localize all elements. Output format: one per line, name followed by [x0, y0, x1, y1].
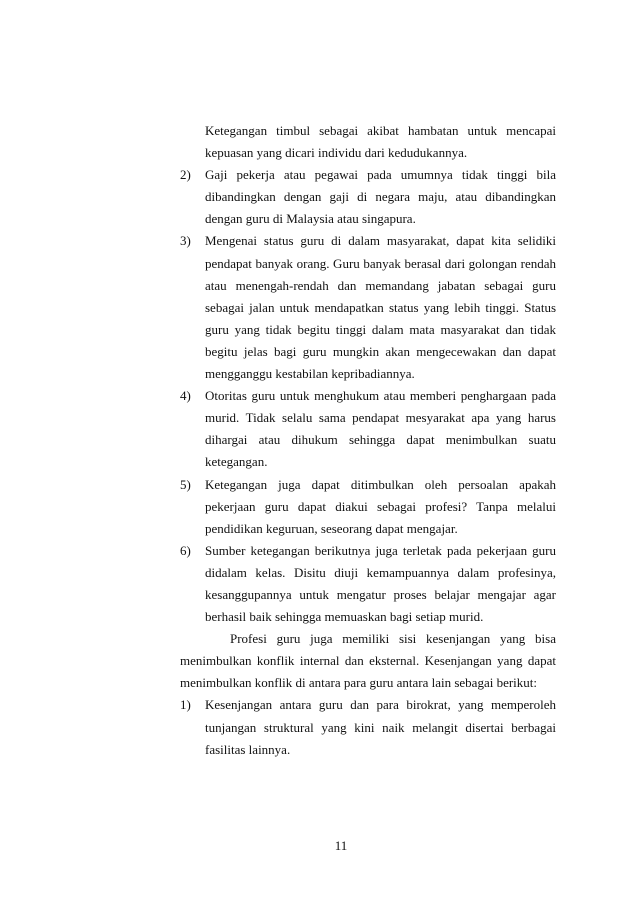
line-text: menimbulkan konflik internal dan eksternal. Kesenjangan yang dapat	[180, 653, 556, 669]
list-item-3	[180, 230, 556, 252]
line-text: Sumber ketegangan berikutnya juga terletak pada pekerjaan guru	[205, 542, 556, 558]
list-number: 4)	[180, 388, 191, 404]
line-text: dihargai atau dihukum sehingga dapat menimbulkan suatu	[205, 432, 556, 448]
text-line	[180, 208, 556, 230]
line-text: tunjangan struktural yang kini naik melangit disertai berbagai	[205, 719, 556, 735]
line-text: kepuasan yang dicari individu dari kedudukannya.	[205, 145, 468, 161]
line-text: mengganggu kestabilan kepribadiannya.	[205, 366, 415, 382]
text-line	[180, 672, 556, 694]
text-line	[180, 496, 556, 518]
text-line	[180, 606, 556, 628]
text-line	[180, 363, 556, 385]
text-line	[180, 739, 556, 761]
text-line	[180, 407, 556, 429]
list-item-5	[180, 474, 556, 496]
text-line	[180, 275, 556, 297]
line-text: guru yang tidak begitu tinggi dalam mata masyarakat dan tidak	[205, 321, 556, 337]
line-text: begitu jelas bagi guru mungkin akan mengecewakan dan dapat	[205, 343, 556, 359]
line-text: pendapat banyak orang. Guru banyak berasal dari golongan rendah	[205, 255, 556, 271]
line-text: didalam kelas. Disitu diuji kemampuannya dalam profesinya,	[205, 564, 556, 580]
line-text: kesanggupannya untuk mengatur proses belajar mengajar agar	[205, 586, 556, 602]
text-line	[180, 451, 556, 473]
list-number: 2)	[180, 167, 191, 183]
line-text: berhasil baik sehingga memuaskan bagi setiap murid.	[205, 609, 484, 625]
text-line	[180, 253, 556, 275]
line-text: pekerjaan guru dapat diakui sebagai profesi? Tanpa melalui	[205, 498, 556, 514]
line-text: Otoritas guru untuk menghukum atau memberi penghargaan pada	[205, 388, 556, 404]
line-text: ketegangan.	[205, 454, 268, 470]
list-number: 3)	[180, 233, 191, 249]
text-line	[180, 120, 556, 142]
list-item-4	[180, 385, 556, 407]
paragraph-first-line	[180, 628, 556, 650]
list-number: 5)	[180, 476, 191, 492]
line-text: pendidikan keguruan, seseorang dapat mengajar.	[205, 520, 458, 536]
line-text: fasilitas lainnya.	[205, 741, 291, 757]
list-number: 6)	[180, 542, 191, 558]
text-line	[180, 429, 556, 451]
line-text: Profesi guru juga memiliki sisi kesenjangan yang bisa	[230, 631, 556, 647]
line-text: dibandingkan dengan gaji di negara maju, atau dibandingkan	[205, 189, 556, 205]
text-line	[180, 341, 556, 363]
line-text: atau menengah-rendah dan memandang jabatan sebagai guru	[205, 277, 556, 293]
text-line	[180, 562, 556, 584]
page-number: 11	[334, 838, 348, 853]
text-line	[180, 319, 556, 341]
list-item-2	[180, 164, 556, 186]
text-line	[180, 518, 556, 540]
list-item-1	[180, 694, 556, 716]
line-text: Kesenjangan antara guru dan para birokrat, yang memperoleh	[205, 697, 556, 713]
line-text: Gaji pekerja atau pegawai pada umumnya tidak tinggi bila	[205, 167, 556, 183]
text-line	[180, 297, 556, 319]
text-line	[180, 650, 556, 672]
line-text: Ketegangan juga dapat ditimbulkan oleh persoalan apakah	[205, 476, 556, 492]
line-text: dengan guru di Malaysia atau singapura.	[205, 211, 416, 227]
line-text: sebagai jalan untuk mendapatkan status yang lebih tinggi. Status	[205, 299, 556, 315]
text-line	[180, 584, 556, 606]
text-line	[180, 186, 556, 208]
line-text: Ketegangan timbul sebagai akibat hambatan untuk mencapai	[205, 123, 556, 138]
line-text: menimbulkan konflik di antara para guru antara lain sebagai berikut:	[180, 675, 538, 691]
body-text	[180, 120, 556, 761]
text-line	[180, 717, 556, 739]
list-item-6	[180, 540, 556, 562]
line-text: murid. Tidak selalu sama pendapat mesyarakat apa yang harus	[205, 410, 556, 426]
line-text: Mengenai status guru di dalam masyarakat, dapat kita selidiki	[205, 233, 556, 249]
list-number: 1)	[180, 697, 191, 713]
text-line	[180, 142, 556, 164]
